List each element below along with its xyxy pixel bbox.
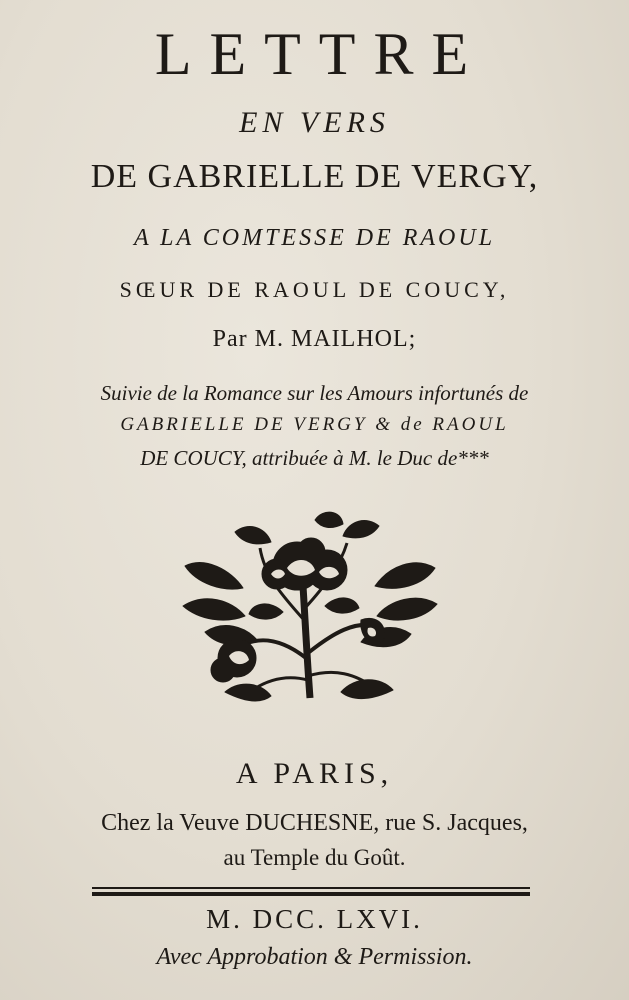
subtitle-line-4: SŒUR DE RAOUL DE COUCY, — [119, 277, 510, 302]
book-title: LETTRE — [154, 21, 487, 87]
imprint-address: au Temple du Goût. — [223, 845, 406, 870]
subtitle-line-2: DE GABRIELLE DE VERGY, — [90, 158, 539, 195]
imprint-city: A PARIS, — [235, 757, 394, 790]
subtitle-line-3: A LA COMTESSE DE RAOUL — [133, 225, 496, 251]
flower-woodcut-icon — [165, 508, 455, 708]
author-line: Par M. MAILHOL; — [212, 326, 417, 352]
description-line-1: Suivie de la Romance sur les Amours infortunés de — [100, 381, 529, 405]
description-line-3: DE COUCY, attribuée à M. le Duc de*** — [140, 446, 489, 470]
privilege-line: Avec Approbation & Permission. — [156, 944, 473, 970]
double-rule-divider — [92, 887, 530, 896]
subtitle-line-1: EN VERS — [239, 106, 390, 139]
description-line-2: GABRIELLE DE VERGY & de RAOUL — [120, 414, 509, 435]
imprint-publisher: Chez la Veuve DUCHESNE, rue S. Jacques, — [101, 810, 528, 836]
publication-date: M. DCC. LXVI. — [206, 904, 423, 934]
